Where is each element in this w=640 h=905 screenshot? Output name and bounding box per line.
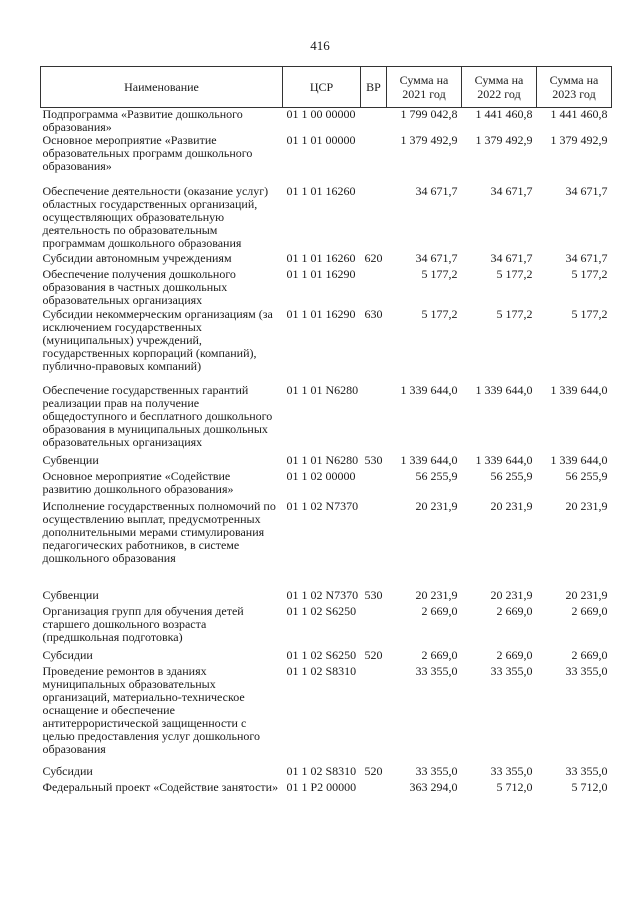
row-csr-code: 01 1 01 16260 [286, 251, 356, 265]
row-sum-2021: 1 339 644,0 [400, 453, 458, 467]
row-vr-code: 530 [364, 588, 383, 602]
table-row [41, 500, 612, 589]
budget-table [40, 66, 612, 811]
row-csr-code: 01 1 02 S6250 [286, 648, 357, 662]
row-sum-2021: 34 671,7 [415, 251, 458, 265]
row-sum-2021: 5 177,2 [421, 307, 458, 321]
row-vr-code: 520 [364, 764, 383, 778]
row-csr-code: 01 1 02 00000 [286, 469, 356, 483]
header-row [41, 67, 612, 108]
table-row [41, 589, 612, 605]
row-vr-code [361, 605, 387, 649]
row-sum-2023: 1 379 492,9 [550, 133, 608, 147]
row-sum-2022: 5 177,2 [496, 267, 533, 281]
row-sum-2023: 34 671,7 [565, 251, 608, 265]
row-sum-2023: 34 671,7 [565, 184, 608, 198]
table-row [41, 108, 612, 135]
table-row [41, 185, 612, 252]
header-sum-2023: Сумма на 2023 год [537, 67, 612, 108]
row-sum-2021: 20 231,9 [415, 499, 458, 513]
row-csr-code: 01 1 02 S8310 [286, 664, 357, 678]
row-sum-2023: 1 441 460,8 [550, 107, 608, 121]
header-sum-2021: Сумма на 2021 год [387, 67, 462, 108]
row-sum-2022: 20 231,9 [490, 499, 533, 513]
row-sum-2022: 2 669,0 [496, 648, 533, 662]
row-name: Проведение ремонтов в зданиях муниципальных образовательных организаций, материально-техническое оснащение и обеспечение антитеррористической защищенности с целью предоставления услуг дошкольного образования [42, 664, 261, 756]
row-vr-code [361, 384, 387, 454]
row-vr-code [361, 500, 387, 589]
table-row [41, 765, 612, 781]
row-csr-code: 01 1 01 16260 [286, 184, 356, 198]
table-header [41, 67, 612, 108]
row-sum-2022: 1 339 644,0 [475, 453, 533, 467]
row-sum-2021: 5 177,2 [421, 267, 458, 281]
header-vr: ВР [361, 67, 387, 108]
row-sum-2023: 20 231,9 [565, 588, 608, 602]
row-sum-2022: 1 339 644,0 [475, 383, 533, 397]
row-sum-2021: 34 671,7 [415, 184, 458, 198]
row-csr-code: 01 1 01 16290 [286, 267, 356, 281]
row-sum-2022: 1 441 460,8 [475, 107, 533, 121]
row-vr-code [361, 665, 387, 765]
row-name: Субвенции [42, 453, 99, 467]
row-sum-2023: 1 339 644,0 [550, 383, 608, 397]
row-name: Подпрограмма «Развитие дошкольного образования» [42, 107, 243, 134]
row-csr-code: 01 1 01 N6280 [286, 453, 359, 467]
row-vr-code [361, 108, 387, 135]
row-name: Обеспечение государственных гарантий реализации прав на получение общедоступного и бесплатного дошкольного образования в муниципальных дошкольных образовательных организациях [42, 383, 273, 449]
row-sum-2023: 5 177,2 [571, 307, 608, 321]
row-sum-2022: 34 671,7 [490, 184, 533, 198]
row-sum-2021: 20 231,9 [415, 588, 458, 602]
row-csr-code: 01 1 02 S6250 [286, 604, 357, 618]
row-name: Субсидии автономным учреждениям [42, 251, 232, 265]
row-vr-code: 630 [364, 307, 383, 321]
row-sum-2021: 1 799 042,8 [400, 107, 458, 121]
row-vr-code [361, 268, 387, 308]
header-csr: ЦСР [283, 67, 361, 108]
row-csr-code: 01 1 02 N7370 [286, 499, 359, 513]
row-vr-code: 520 [364, 648, 383, 662]
table-row [41, 470, 612, 500]
row-sum-2021: 33 355,0 [415, 664, 458, 678]
row-sum-2023: 2 669,0 [571, 648, 608, 662]
row-sum-2021: 1 339 644,0 [400, 383, 458, 397]
row-sum-2023: 33 355,0 [565, 764, 608, 778]
row-csr-code: 01 1 01 16290 [286, 307, 356, 321]
row-sum-2023: 5 712,0 [571, 780, 608, 794]
row-name: Федеральный проект «Содействие занятости» [42, 780, 279, 794]
row-csr-code: 01 1 00 00000 [286, 107, 356, 121]
row-sum-2022: 2 669,0 [496, 604, 533, 618]
row-sum-2021: 2 669,0 [421, 648, 458, 662]
row-name: Исполнение государственных полномочий по осуществлению выплат, предусмотренных дополнительными мерами стимулирования педагогических работников, в системе дошкольного образования [42, 499, 276, 565]
row-name: Субсидии некоммерческим организациям (за исключением государственных (муниципальных) учреждений, государственных корпораций (компаний), публично-правовых компаний) [42, 307, 273, 373]
row-sum-2023: 5 177,2 [571, 267, 608, 281]
row-name: Основное мероприятие «Содействие развитию дошкольного образования» [42, 469, 234, 496]
page-number: 416 [310, 38, 330, 53]
row-name: Обеспечение деятельности (оказание услуг) областных государственных организаций, осуществляющих образовательную деятельность по образовательным программам дошкольного образования [42, 184, 269, 250]
row-csr-code: 01 1 01 00000 [286, 133, 356, 147]
table-row [41, 781, 612, 811]
row-sum-2021: 2 669,0 [421, 604, 458, 618]
row-vr-code [361, 470, 387, 500]
table-row [41, 605, 612, 649]
row-sum-2022: 5 177,2 [496, 307, 533, 321]
row-name: Субсидии [42, 764, 93, 778]
row-sum-2022: 5 712,0 [496, 780, 533, 794]
row-vr-code: 530 [364, 453, 383, 467]
row-sum-2023: 1 339 644,0 [550, 453, 608, 467]
table-row [41, 252, 612, 268]
row-name: Субвенции [42, 588, 99, 602]
row-csr-code: 01 1 01 N6280 [286, 383, 359, 397]
row-vr-code: 620 [364, 251, 383, 265]
row-name: Субсидии [42, 648, 93, 662]
row-csr-code: 01 1 02 N7370 [286, 588, 359, 602]
row-sum-2021: 33 355,0 [415, 764, 458, 778]
table-row [41, 454, 612, 470]
row-sum-2022: 34 671,7 [490, 251, 533, 265]
table-body [41, 108, 612, 812]
row-vr-code [361, 134, 387, 185]
table-row [41, 134, 612, 185]
row-name: Обеспечение получения дошкольного образования в частных дошкольных образовательных организациях [42, 267, 236, 307]
row-sum-2023: 56 255,9 [565, 469, 608, 483]
row-name: Основное мероприятие «Развитие образовательных программ дошкольного образования» [42, 133, 253, 173]
row-csr-code: 01 1 02 S8310 [286, 764, 357, 778]
row-sum-2021: 56 255,9 [415, 469, 458, 483]
table-row [41, 384, 612, 454]
row-sum-2022: 1 379 492,9 [475, 133, 533, 147]
row-sum-2023: 20 231,9 [565, 499, 608, 513]
header-name: Наименование [41, 67, 283, 108]
row-sum-2022: 33 355,0 [490, 764, 533, 778]
row-sum-2022: 20 231,9 [490, 588, 533, 602]
row-csr-code: 01 1 P2 00000 [286, 780, 357, 794]
row-name: Организация групп для обучения детей старшего дошкольного возраста (предшкольная подготовка) [42, 604, 244, 644]
row-vr-code [361, 781, 387, 811]
row-sum-2023: 2 669,0 [571, 604, 608, 618]
table-row [41, 665, 612, 765]
header-sum-2022: Сумма на 2022 год [462, 67, 537, 108]
row-sum-2022: 33 355,0 [490, 664, 533, 678]
row-sum-2022: 56 255,9 [490, 469, 533, 483]
table-row [41, 649, 612, 665]
table-row [41, 268, 612, 308]
row-sum-2021: 363 294,0 [409, 780, 458, 794]
row-vr-code [361, 185, 387, 252]
table-row [41, 308, 612, 384]
row-sum-2021: 1 379 492,9 [400, 133, 458, 147]
row-sum-2023: 33 355,0 [565, 664, 608, 678]
